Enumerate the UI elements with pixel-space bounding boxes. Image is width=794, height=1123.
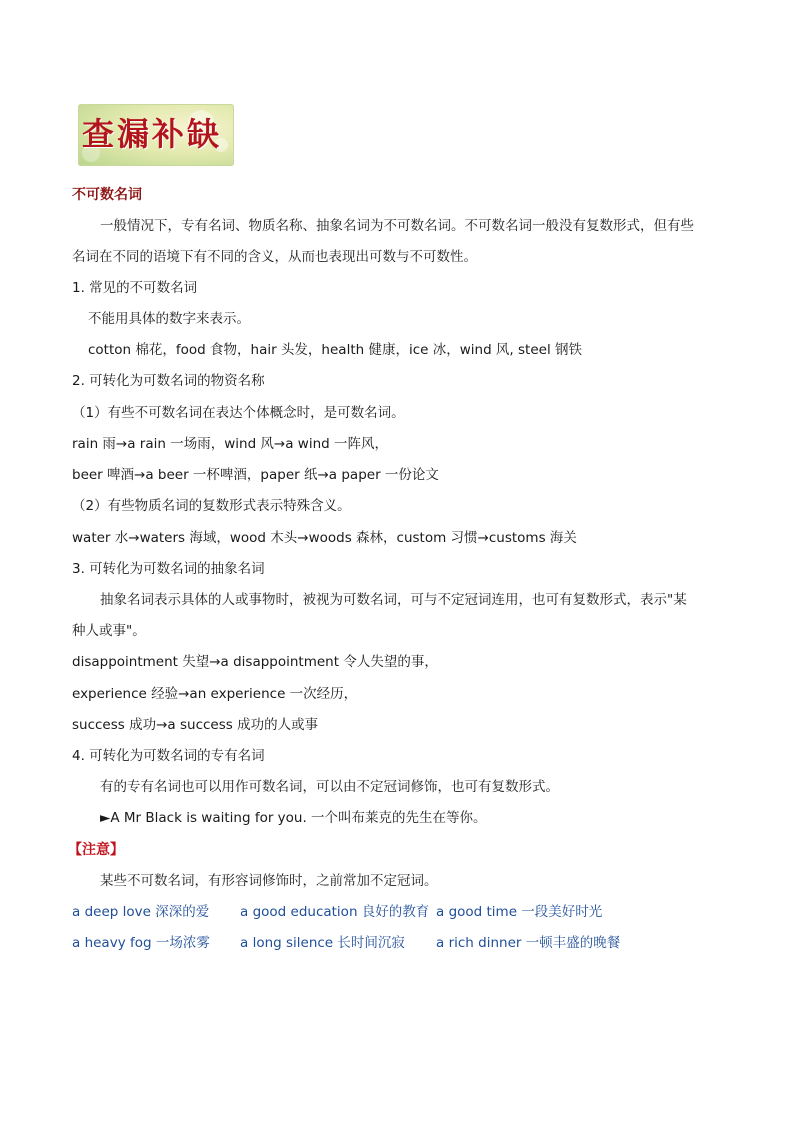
s2-sub2: （2）有些物质名词的复数形式表示特殊含义。 [72, 498, 351, 514]
note-example: a rich dinner 一顿丰盛的晚餐 [436, 935, 621, 951]
note-example: a good education 良好的教育 [240, 904, 430, 920]
s2-example-3: water 水→waters 海域，wood 木头→woods 森林，custom 习惯→customs 海关 [72, 530, 577, 546]
s3-example-2: experience 经验→an experience 一次经历， [72, 686, 358, 702]
s4-example: ►A Mr Black is waiting for you. 一个叫布莱克的先生在等你。 [100, 810, 487, 826]
s1-title: 1. 常见的不可数名词 [72, 280, 198, 296]
s2-example-1: rain 雨→a rain 一场雨，wind 风→a wind 一阵风， [72, 436, 389, 452]
s2-title: 2. 可转化为可数名词的物资名称 [72, 373, 265, 389]
s3-title: 3. 可转化为可数名词的抽象名词 [72, 561, 265, 577]
note-desc: 某些不可数名词，有形容词修饰时，之前常加不定冠词。 [100, 873, 438, 889]
note-example: a deep love 深深的爱 [72, 904, 210, 920]
note-example: a good time 一段美好时光 [436, 904, 603, 920]
s3-desc-2: 种人或事"。 [72, 623, 146, 639]
s4-title: 4. 可转化为可数名词的专有名词 [72, 748, 265, 764]
s1-desc: 不能用具体的数字来表示。 [88, 311, 250, 327]
s2-sub1: （1）有些不可数名词在表达个体概念时，是可数名词。 [72, 405, 405, 421]
section-title: 不可数名词 [72, 187, 142, 203]
s3-desc-1: 抽象名词表示具体的人或事物时，被视为可数名词，可与不定冠词连用，也可有复数形式，表示"某 [100, 592, 687, 608]
s3-example-1: disappointment 失望→a disappointment 令人失望的事， [72, 654, 438, 670]
intro-line-2: 名词在不同的语境下有不同的含义，从而也表现出可数与不可数性。 [72, 249, 477, 265]
intro-line-1: 一般情况下，专有名词、物质名称、抽象名词为不可数名词。不可数名词一般没有复数形式，但有些 [100, 218, 694, 234]
note-title: 【注意】 [68, 842, 124, 858]
s1-examples: cotton 棉花，food 食物，hair 头发，health 健康，ice 冰，wind 风, steel 钢铁 [88, 342, 582, 358]
s4-desc: 有的专有名词也可以用作可数名词，可以由不定冠词修饰，也可有复数形式。 [100, 779, 559, 795]
s3-example-3: success 成功→a success 成功的人或事 [72, 717, 319, 733]
banner-title: 查漏补缺 [82, 115, 223, 153]
s2-example-2: beer 啤酒→a beer 一杯啤酒，paper 纸→a paper 一份论文 [72, 467, 439, 483]
section-banner [78, 104, 234, 166]
note-example: a heavy fog 一场浓雾 [72, 935, 210, 951]
note-example: a long silence 长时间沉寂 [240, 935, 405, 951]
